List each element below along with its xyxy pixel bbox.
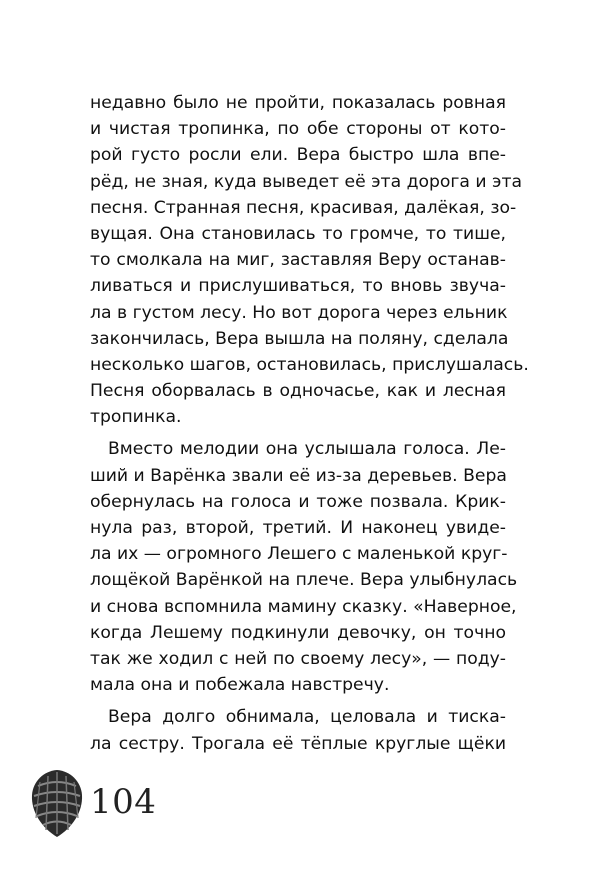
text-line: Вера долго обнимала, целовала и тиска- — [108, 707, 506, 728]
text-line: и чистая тропинка, по обе стороны от кото- — [90, 119, 506, 140]
text-line: недавно было не пройти, показалась ровная — [90, 93, 506, 113]
text-line: рёд, не зная, куда выведет её эта дорога и эта — [90, 171, 523, 192]
text-line: мала она и побежала навстречу. — [90, 675, 390, 696]
pine-cone-icon — [28, 768, 86, 838]
text-line: то смолкала на миг, заставляя Веру останав- — [90, 250, 506, 271]
text-line: ла сестру. Трогала её тёплые круглые щёки — [90, 733, 506, 754]
text-line: тропинка. — [90, 407, 182, 428]
paragraph-2 — [90, 436, 518, 698]
text-line: несколько шагов, остановилась, прислушалась. — [90, 354, 529, 375]
text-line: Вместо мелодии она услышала голоса. Ле- — [108, 439, 506, 460]
text-line: Песня оборвалась в одночасье, как и лесная — [90, 381, 506, 402]
text-line: нула раз, второй, третий. И наконец увиде- — [90, 518, 506, 538]
text-line: обернулась на голоса и тоже позвала. Крик- — [90, 491, 506, 512]
text-line: ла их — огромного Лешего с маленькой круг- — [90, 544, 508, 565]
text-line: когда Лешему подкинули девочку, он точно — [90, 622, 506, 643]
text-line: рой густо росли ели. Вера быстро шла впе- — [90, 145, 506, 166]
page-number: 104 — [90, 782, 157, 822]
text-line: ла в густом лесу. Но вот дорога через ельник — [90, 302, 508, 323]
page-footer — [28, 768, 188, 838]
text-line: вущая. Она становилась то громче, то тише, — [90, 223, 506, 244]
page-body-text — [90, 90, 529, 757]
text-line: ший и Варёнка звали её из-за деревьев. Вера — [90, 465, 507, 486]
paragraph-1 — [90, 90, 529, 430]
text-line: лощёкой Варёнкой на плече. Вера улыбнулась — [90, 570, 518, 591]
text-line: закончилась, Вера вышла на поляну, сделала — [90, 328, 509, 349]
paragraph-3 — [90, 704, 506, 756]
text-line: и снова вспомнила мамину сказку. «Наверное, — [90, 596, 517, 617]
text-line: ливаться и прислушиваться, то вновь звуча- — [90, 276, 506, 297]
text-line: так же ходил с ней по своему лесу», — поду- — [90, 648, 506, 669]
text-line: песня. Странная песня, красивая, далёкая, зо- — [90, 197, 517, 218]
